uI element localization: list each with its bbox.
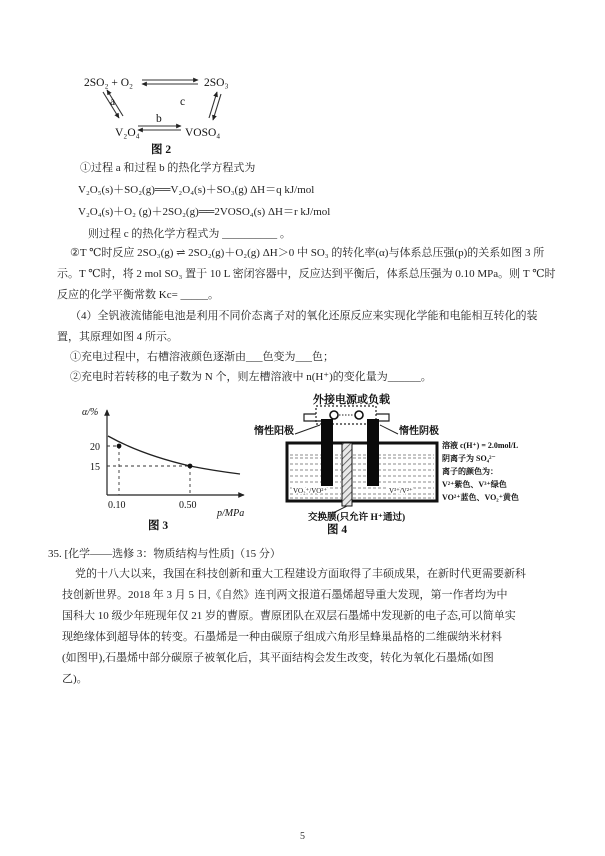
cycle-label-b: b xyxy=(156,113,162,125)
x-axis-label: p/MPa xyxy=(217,508,245,519)
process-c-arrow xyxy=(209,92,221,120)
cathode-electrode xyxy=(367,419,379,486)
membrane-pointer xyxy=(333,506,347,513)
figure4-flow-battery-diagram xyxy=(253,392,553,537)
text-line: 反应的化学平衡常数 Kc= _____。 xyxy=(57,289,220,301)
text-line: ②充电时若转移的电子数为 N 个，则左槽溶液中 n(H⁺)的变化量为______。 xyxy=(70,371,432,383)
info-line: V²⁺紫色、V³⁺绿色 xyxy=(442,480,507,489)
y-tick-15: 15 xyxy=(90,462,100,473)
cycle-species-voso4: VOSO₄ xyxy=(185,127,221,139)
y-tick-20: 20 xyxy=(90,442,100,453)
text-line: 乙)。 xyxy=(62,673,88,685)
left-solution-label: VO₂⁺/VO²⁺ xyxy=(293,487,328,495)
y-axis-label: α/% xyxy=(82,407,99,418)
solution-info-block xyxy=(442,440,519,502)
figure3-conversion-chart xyxy=(78,398,256,533)
page-number: 5 xyxy=(300,831,305,842)
info-line: 溶液 c(H⁺) = 2.0mol/L xyxy=(442,441,519,450)
cycle-species-so2-o2: 2SO₂ + O₂ xyxy=(84,77,134,89)
x-tick-050: 0.50 xyxy=(179,500,197,511)
terminal-right xyxy=(355,411,363,419)
equilibrium-arrow-top xyxy=(142,80,198,84)
data-point-050-15 xyxy=(188,464,193,469)
text-line: 技创新世界。2018 年 3 月 5 日,《自然》连刊两文报道石墨烯超导重大发现，第一作者均为中 xyxy=(62,589,508,601)
text-line: (如图甲),石墨烯中部分碳原子被氧化后，其平面结构会发生改变，转化为氧化石墨烯(如图 xyxy=(62,652,494,664)
chart-curve xyxy=(108,436,240,474)
text-line: 示。T ℃时，将 2 mol SO₃ 置于 10 L 密闭容器中，反应达到平衡后，体系总压强为 0.10 MPa。则 T ℃时 xyxy=(57,268,556,280)
question-35-header: 35. [化学——选修 3：物质结构与性质]（15 分） xyxy=(48,548,281,560)
membrane-label: 交换膜(只允许 H⁺通过) xyxy=(308,513,406,523)
info-line: 阴离子为 SO₄²⁻ xyxy=(442,454,496,463)
figure4-caption: 图 4 xyxy=(327,524,348,536)
anode-label: 惰性阳极 xyxy=(254,426,294,437)
equation-line: V₂O₄(s)＋O₂ (g)＋2SO₂(g)══2VOSO₄(s) ΔH＝r kJ/mol xyxy=(78,206,331,218)
cathode-label: 惰性阴极 xyxy=(399,426,439,437)
terminal-left xyxy=(330,411,338,419)
text-line: （4）全钒液流储能电池是利用不同价态离子对的氧化还原反应来实现化学能和电能相互转化的装 xyxy=(70,310,538,322)
text-line: 国科大 10 级少年班现年仅 21 岁的曹原。曹原团队在双层石墨烯中发现新的电子态,可以简单实 xyxy=(62,610,516,622)
equation-line: V₂O₅(s)＋SO₂(g)══V₂O₄(s)＋SO₃(g) ΔH＝q kJ/mol xyxy=(78,184,315,196)
text-line: 置，其原理如图 4 所示。 xyxy=(57,331,178,343)
text-line: ①充电过程中，右槽溶液颜色逐渐由___色变为___色； xyxy=(70,351,334,363)
ion-exchange-membrane xyxy=(342,443,352,506)
figure2-caption: 图 2 xyxy=(151,144,172,156)
cycle-label-c: c xyxy=(180,96,186,108)
right-solution-label: V³⁺/V²⁺ xyxy=(389,487,413,495)
cycle-species-so3: 2SO₃ xyxy=(204,77,229,89)
cathode-pointer xyxy=(380,425,398,434)
figure3-caption: 图 3 xyxy=(148,520,169,532)
info-line: 离子的颜色为： xyxy=(442,467,498,476)
text-line: 现绝缘体到超导体的转变。石墨烯是一种由碳原子组成六角形呈蜂巢晶格的二维碳纳米材料 xyxy=(62,631,502,643)
info-line: VO²⁺蓝色、VO₂⁺黄色 xyxy=(442,493,519,502)
text-line: ②T ℃时反应 2SO₃(g) ⇌ 2SO₂(g)＋O₂(g) ΔH＞0 中 SO₃ 的转化率(α)与体系总压强(p)的关系如图 3 所 xyxy=(70,247,545,259)
cycle-label-a: a xyxy=(110,96,116,108)
text-line: 党的十八大以来，我国在科技创新和重大工程建设方面取得了丰硕成果，在新时代更需要新科 xyxy=(75,568,526,580)
anode-pointer xyxy=(295,425,320,434)
text-line: 则过程 c 的热化学方程式为 __________ 。 xyxy=(88,228,291,240)
external-source-label: 外接电源或负载 xyxy=(313,394,390,406)
chart-axes xyxy=(107,410,244,495)
data-point-010-20 xyxy=(117,444,122,449)
x-tick-010: 0.10 xyxy=(108,500,126,511)
text-line: ①过程 a 和过程 b 的热化学方程式为 xyxy=(80,162,256,174)
process-b-arrow xyxy=(138,126,181,130)
cycle-species-v2o4: V₂O₄ xyxy=(115,127,140,139)
anode-electrode xyxy=(321,419,333,486)
figure2-cycle-diagram xyxy=(76,72,256,160)
